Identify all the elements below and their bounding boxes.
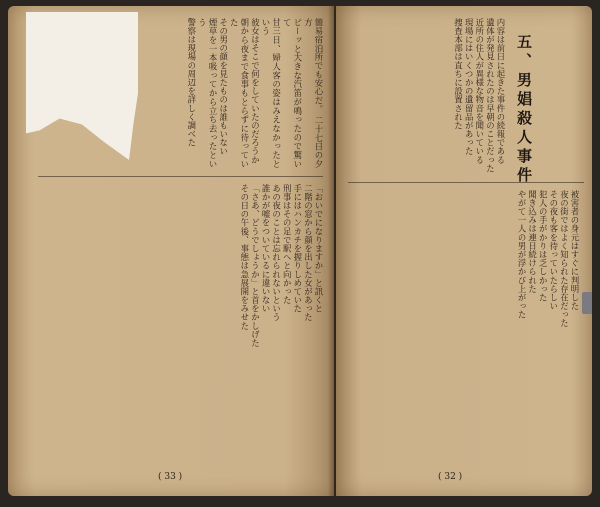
- column-divider-rule: [38, 176, 323, 177]
- chapter-title: 五、男娼殺人事件: [515, 34, 533, 186]
- right-bottom-text: 被害者の身元はすぐに判明した 夜の街ではよく知られた存在だった その夜も客を待っていたらしい 犯人の手がかりは乏しかった 聞き込みは連日続けられた やがて一人の男が浮かび上がった: [517, 190, 580, 328]
- left-top-text: 簡易宿泊所でも安心だ。 二十七日の夕方 ピーッと大きな汽笛が鳴ったので驚いて 甘三日、婦人客の姿はみえなかったという 彼女はそこで何をしていたのだろうか 朝から夜まで食事もとらずに待っていた その男の顔を見たものは誰もいない 煙草を一本吸ってから立ち去ったという 警察は現場の周辺を詳しく調べた: [186, 18, 324, 168]
- column-divider-rule: [348, 182, 584, 183]
- page-number-left: ( 33 ): [158, 472, 183, 482]
- right-page: [336, 6, 592, 496]
- left-bottom-text: 「おいでになりますか」と訊くと 二階の窓から顔を出した女があった 手にはハンカチを握りしめていた 刑事はその足で駅へと向かった あの夜のことは忘れられないという 誰かが嘘をついているに違いない 「さあ、どうでしょうか」と首をかしげた その日の午後、事態は急展開をみせた: [239, 184, 324, 348]
- left-page: [8, 6, 334, 496]
- bookmark-tab: [582, 292, 592, 314]
- right-top-text: 内容は前日に起きた事件の続報である 遺体が発見されたのは早朝のことだった 近所の住人が異様な物音を聞いている 現場にはいくつかの遺留品があった 捜査本部は直ちに設置された: [453, 18, 506, 173]
- page-number-right: ( 32 ): [438, 472, 463, 482]
- torn-paper-corner: [26, 12, 138, 160]
- open-book: [8, 4, 596, 502]
